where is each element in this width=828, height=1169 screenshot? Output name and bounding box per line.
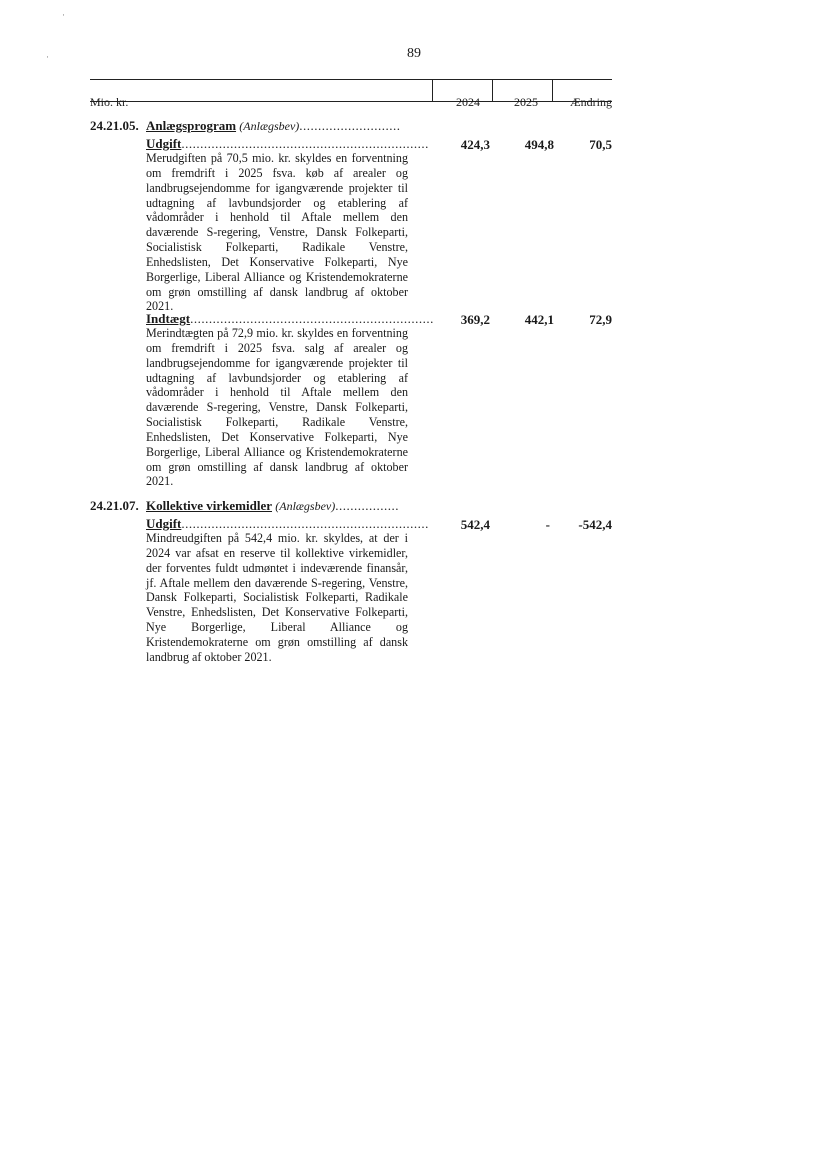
item-explanation: Merindtægten på 72,9 mio. kr. skyldes en forventning om fremdrift i 2025 fsva. salg af arealer og landbrugsejendomme for igangværende projekter til udtagning af lavbundsjorder og etablering af vådområder i henhold til Aftale mellem den daværende S-regering, Venstre, Dansk Folkeparti, Socialistisk Folkeparti, Radikale Venstre, Enhedslisten, Det Konservative Folkeparti, Nye Borgerlige, Liberal Alliance og Kristendemokraterne om grøn omstilling af dansk landbrug af oktober 2021. [146, 326, 408, 489]
value-2024: 424,3 [460, 137, 490, 152]
scan-speck: · [46, 52, 49, 62]
header-col-2024: 2024 [456, 95, 480, 109]
account-number: 24.21.05. [90, 118, 139, 133]
value-2025: 494,8 [524, 137, 554, 152]
value-change: -542,4 [578, 517, 612, 532]
scan-speck: · [62, 10, 65, 20]
header-col-2025: 2025 [514, 95, 538, 109]
header-divider-2 [492, 80, 493, 101]
leader-dots: .................................................................. [181, 136, 429, 151]
value-2024: 369,2 [460, 312, 490, 327]
item-label-text: Udgift [146, 136, 182, 151]
leader-dots: ........................... [299, 118, 401, 133]
value-change: 70,5 [589, 137, 612, 152]
expense-block [146, 136, 429, 314]
item-label [146, 136, 429, 151]
item-label [146, 311, 434, 326]
item-explanation: Mindreudgiften på 542,4 mio. kr. skyldes, at der i 2024 var afsat en reserve til kollektive virkemidler, der forventes fuldt udmøntet i indeværende finansår, jf. Aftale mellem den daværende S-regering, Venstre, Dansk Folkeparti, Socialistisk Folkeparti, Radikale Venstre, Enhedslisten, Det Konservative Folkeparti, Nye Borgerlige, Liberal Alliance og Kristendemokraterne om grøn omstilling af dansk landbrug af oktober 2021. [146, 531, 408, 664]
value-change: 72,9 [589, 312, 612, 327]
value-2025: 442,1 [524, 312, 554, 327]
page-number: 89 [407, 46, 421, 61]
header-divider-1 [432, 80, 433, 101]
value-2024: 542,4 [460, 517, 490, 532]
account-tag: (Anlægsbev) [275, 499, 336, 513]
account-tag: (Anlægsbev) [239, 119, 300, 133]
revenue-block [146, 311, 434, 489]
leader-dots: ................. [335, 498, 399, 513]
leader-dots: .................................................................. [181, 516, 429, 531]
leader-dots: ................................................................. [190, 311, 434, 326]
header-divider-3 [552, 80, 553, 101]
account-name: Kollektive virkemidler [146, 498, 273, 513]
item-label [146, 516, 429, 531]
account-heading [90, 118, 401, 134]
account-number: 24.21.07. [90, 498, 139, 513]
expense-block [146, 516, 429, 665]
account-name: Anlægsprogram [146, 118, 237, 133]
item-label-text: Udgift [146, 516, 182, 531]
header-col-change: Ændring [570, 95, 612, 109]
value-2025: - [545, 517, 550, 532]
item-label-text: Indtægt [146, 311, 191, 326]
header-rule-top [90, 79, 612, 80]
header-unit: Mio. kr. [90, 95, 129, 109]
item-explanation: Merudgiften på 70,5 mio. kr. skyldes en forventning om fremdrift i 2025 fsva. køb af arealer og landbrugsejendomme for igangværende projekter til udtagning af lavbundsjorder og etablering af vådområder i henhold til Aftale mellem den daværende S-regering, Venstre, Dansk Folkeparti, Socialistisk Folkeparti, Radikale Venstre, Enhedslisten, Det Konservative Folkeparti, Nye Borgerlige, Liberal Alliance og Kristendemokraterne om grøn omstilling af dansk landbrug af oktober 2021. [146, 151, 408, 314]
account-heading [90, 498, 399, 514]
